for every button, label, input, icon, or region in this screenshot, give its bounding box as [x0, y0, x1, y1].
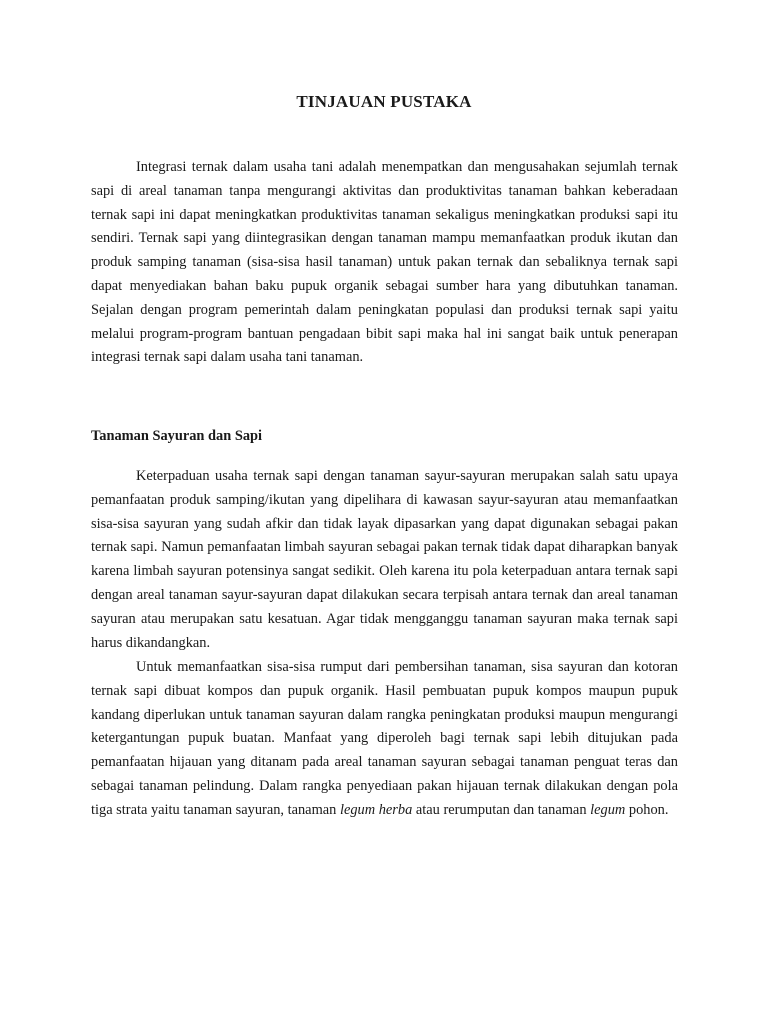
- paragraph-text-segment: Untuk memanfaatkan sisa-sisa rumput dari pembersihan tanaman, sisa sayuran dan kotoran ternak sapi dibuat kompos dan pupuk organik. Hasil pembuatan pupuk kompos maupun pupuk kandang diperlukan untuk tanaman sayuran dalam rangka peningkatan produksi maupun mengurangi ketergantungan pupuk buatan. Manfaat yang diperoleh bagi ternak sapi lebih ditujukan pada pemanfaatan hijauan yang ditanam pada areal tanaman sayuran sebagai tanaman penguat teras dan sebagai tanaman pelindung. Dalam rangka penyediaan pakan hijauan ternak dilakukan dengan pola tiga strata yaitu tanaman sayuran, tanaman: [91, 659, 678, 818]
- body-paragraph-2: [91, 656, 678, 823]
- italic-term-legum: legum: [590, 801, 626, 818]
- section-heading: Tanaman Sayuran dan Sapi: [91, 428, 263, 444]
- intro-paragraph: Integrasi ternak dalam usaha tani adalah menempatkan dan mengusahakan sejumlah ternak sapi di areal tanaman tanpa mengurangi aktivitas dan produktivitas tanaman bahkan keberadaan ternak sapi ini dapat meningkatkan produktivitas tanaman sekaligus meningkatkan produksi sapi itu sendiri. Ternak sapi yang diintegrasikan dengan tanaman mampu memanfaatkan produk ikutan dan produk samping tanaman (sisa-sisa hasil tanaman) untuk pakan ternak dan sebaliknya ternak sapi dapat menyediakan bahan baku pupuk organik sebagai sumber hara yang dibutuhkan tanaman. Sejalan dengan program pemerintah dalam peningkatan populasi dan produksi ternak sapi yaitu melalui program-program bantuan pengadaan bibit sapi maka hal ini sangat baik untuk penerapan integrasi ternak sapi dalam usaha tani tanaman.: [91, 159, 678, 366]
- italic-term-legum-herba: legum herba: [339, 801, 413, 818]
- paragraph-text-segment: atau rerumputan dan tanaman: [412, 801, 591, 818]
- page-title: TINJAUAN PUSTAKA: [296, 92, 472, 111]
- paragraph-text-segment: pohon.: [625, 801, 669, 818]
- body-paragraph-1: Keterpaduan usaha ternak sapi dengan tanaman sayur-sayuran merupakan salah satu upaya pemanfaatan produk samping/ikutan yang dipelihara di kawasan sayur-sayuran atau memanfaatkan sisa-sisa sayuran yang sudah afkir dan tidak layak dipasarkan yang dapat digunakan sebagai pakan ternak sapi. Namun pemanfaatan limbah sayuran sebagai pakan ternak tidak dapat diharapkan banyak karena limbah sayuran potensinya sangat sedikit. Oleh karena itu pola keterpaduan antara ternak sapi dengan areal tanaman sayur-sayuran dapat dilakukan secara terpisah antara ternak dan areal tanaman sayuran atau merupakan satu kesatuan. Agar tidak mengganggu tanaman sayuran maka ternak sapi harus dikandangkan.: [91, 468, 678, 651]
